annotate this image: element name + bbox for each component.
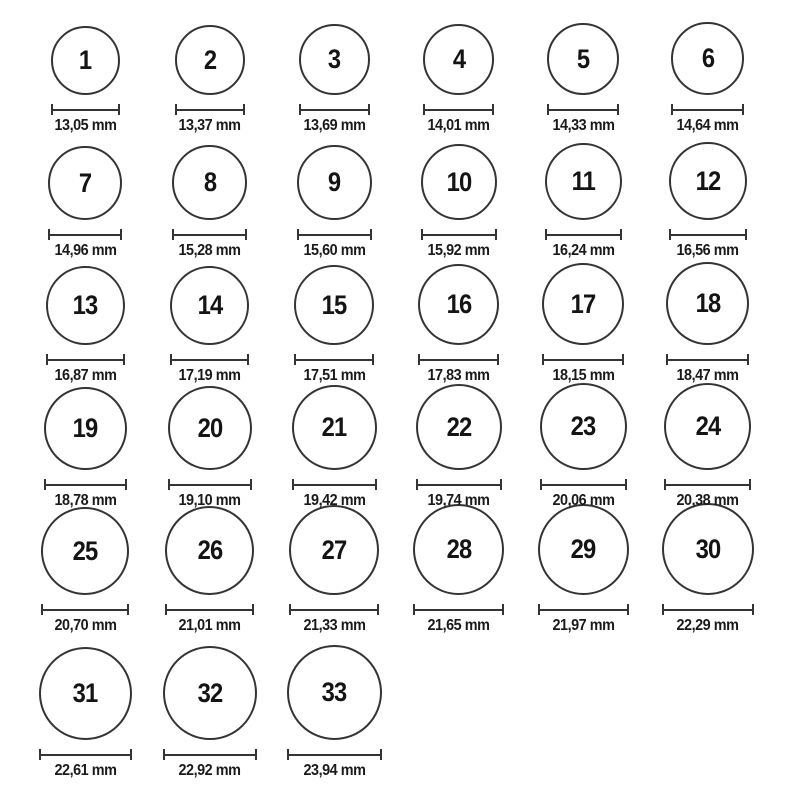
- ring-circle: [545, 143, 622, 220]
- ring-size-number: 14: [197, 290, 223, 320]
- ring-size-number: 25: [72, 535, 98, 566]
- ring-circle: [44, 387, 127, 470]
- ring-circle: [413, 504, 504, 595]
- diameter-measure-line: [44, 479, 127, 490]
- ring-size-item: [521, 23, 646, 139]
- diameter-measure-line: [165, 604, 254, 615]
- diameter-label: 14,33 mm: [552, 117, 615, 134]
- ring-size-number: 21: [321, 412, 347, 442]
- diameter-label: 13,69 mm: [303, 117, 366, 134]
- diameter-measure-line: [423, 104, 494, 115]
- ring-size-item: [148, 266, 273, 389]
- ring-size-number: 11: [571, 166, 595, 196]
- diameter-measure-line: [41, 604, 129, 615]
- ring-size-item: [646, 142, 771, 264]
- ring-size-item: [521, 263, 646, 389]
- diameter-label: 16,24 mm: [552, 242, 615, 259]
- ring-size-item: [397, 504, 522, 639]
- ring-circle: [165, 506, 254, 595]
- diameter-label: 18,15 mm: [552, 367, 615, 384]
- ring-circle: [287, 645, 382, 740]
- ring-size-item: [272, 645, 397, 784]
- ring-size-number: 19: [72, 413, 98, 443]
- ring-circle: [421, 144, 497, 220]
- ring-circle: [423, 24, 494, 95]
- ring-circle: [292, 385, 377, 470]
- ring-circle: [662, 503, 754, 595]
- ring-size-row: [23, 14, 800, 139]
- diameter-label: 21,97 mm: [552, 617, 615, 634]
- ring-circle: [172, 145, 247, 220]
- diameter-label: 16,56 mm: [676, 242, 739, 259]
- ring-size-item: [272, 24, 397, 139]
- diameter-measure-line: [175, 104, 245, 115]
- ring-size-item: [521, 383, 646, 514]
- ring-size-number: 6: [701, 43, 714, 73]
- ring-size-number: 12: [695, 165, 721, 196]
- ring-size-item: [646, 22, 771, 139]
- ring-circle: [538, 504, 629, 595]
- diameter-label: 17,51 mm: [303, 367, 366, 384]
- ring-size-item: [397, 144, 522, 264]
- ring-size-item: [521, 143, 646, 264]
- ring-size-row: [23, 639, 800, 784]
- ring-size-item: [272, 385, 397, 514]
- ring-size-item: [272, 145, 397, 264]
- ring-circle: [294, 265, 374, 345]
- diameter-measure-line: [416, 479, 502, 490]
- ring-circle: [48, 146, 122, 220]
- ring-size-item: [397, 24, 522, 139]
- ring-size-number: 10: [446, 166, 472, 197]
- ring-circle: [416, 384, 502, 470]
- ring-size-number: 8: [203, 167, 216, 197]
- ring-size-item: [272, 265, 397, 389]
- diameter-measure-line: [421, 229, 497, 240]
- diameter-measure-line: [170, 354, 249, 365]
- diameter-label: 20,38 mm: [676, 492, 739, 509]
- diameter-measure-line: [299, 104, 370, 115]
- diameter-label: 21,01 mm: [178, 617, 241, 634]
- ring-circle: [51, 26, 120, 95]
- diameter-measure-line: [662, 604, 754, 615]
- diameter-measure-line: [664, 479, 751, 490]
- ring-circle: [297, 145, 372, 220]
- ring-circle: [168, 386, 252, 470]
- diameter-measure-line: [669, 229, 747, 240]
- diameter-measure-line: [542, 354, 624, 365]
- ring-size-item: [23, 647, 148, 784]
- diameter-label: 21,65 mm: [427, 617, 490, 634]
- diameter-measure-line: [418, 354, 499, 365]
- ring-size-number: 32: [197, 677, 223, 708]
- ring-circle: [299, 24, 370, 95]
- diameter-label: 20,06 mm: [552, 492, 615, 509]
- diameter-label: 19,74 mm: [427, 492, 490, 509]
- diameter-label: 15,92 mm: [427, 242, 490, 259]
- ring-size-number: 2: [203, 44, 216, 75]
- ring-size-number: 22: [446, 411, 472, 442]
- ring-circle: [666, 262, 749, 345]
- ring-size-item: [148, 145, 273, 264]
- ring-circle: [671, 22, 744, 95]
- ring-circle: [542, 263, 624, 345]
- ring-circle: [170, 266, 249, 345]
- ring-size-number: 20: [197, 412, 223, 443]
- diameter-label: 21,33 mm: [303, 617, 366, 634]
- ring-size-number: 5: [577, 43, 590, 74]
- ring-size-number: 18: [695, 288, 721, 318]
- ring-size-number: 9: [328, 167, 341, 197]
- ring-size-item: [23, 26, 148, 139]
- diameter-label: 16,87 mm: [54, 367, 117, 384]
- ring-circle: [540, 383, 627, 470]
- ring-size-item: [23, 387, 148, 514]
- diameter-measure-line: [297, 229, 372, 240]
- ring-size-number: 7: [79, 167, 92, 198]
- ring-size-number: 15: [321, 289, 347, 320]
- diameter-measure-line: [547, 104, 619, 115]
- diameter-measure-line: [48, 229, 122, 240]
- ring-size-item: [23, 507, 148, 639]
- ring-circle: [418, 264, 499, 345]
- diameter-label: 22,29 mm: [676, 617, 739, 634]
- ring-size-number: 3: [328, 44, 341, 74]
- diameter-label: 14,96 mm: [54, 242, 117, 259]
- ring-size-number: 24: [695, 411, 721, 441]
- ring-circle: [289, 505, 379, 595]
- diameter-measure-line: [294, 354, 374, 365]
- ring-size-number: 17: [570, 288, 596, 319]
- ring-size-item: [148, 646, 273, 784]
- ring-size-number: 23: [570, 411, 596, 441]
- ring-size-item: [148, 506, 273, 639]
- diameter-measure-line: [671, 104, 744, 115]
- diameter-measure-line: [163, 749, 257, 760]
- ring-size-item: [646, 503, 771, 639]
- ring-size-item: [23, 266, 148, 389]
- ring-size-item: [646, 383, 771, 514]
- ring-size-number: 16: [446, 289, 472, 319]
- ring-size-item: [397, 384, 522, 514]
- diameter-label: 22,61 mm: [54, 762, 117, 779]
- ring-size-row: [23, 389, 800, 514]
- ring-circle: [163, 646, 257, 740]
- diameter-measure-line: [172, 229, 247, 240]
- diameter-label: 19,10 mm: [178, 492, 241, 509]
- diameter-label: 15,60 mm: [303, 242, 366, 259]
- diameter-label: 14,64 mm: [676, 117, 739, 134]
- ring-size-item: [148, 386, 273, 514]
- ring-size-item: [272, 505, 397, 639]
- ring-size-row: [23, 514, 800, 639]
- ring-circle: [175, 25, 245, 95]
- ring-size-item: [397, 264, 522, 389]
- diameter-measure-line: [540, 479, 627, 490]
- diameter-measure-line: [39, 749, 132, 760]
- diameter-label: 17,19 mm: [178, 367, 241, 384]
- ring-size-number: 29: [570, 534, 596, 564]
- ring-size-item: [23, 146, 148, 264]
- ring-size-number: 33: [321, 677, 347, 707]
- diameter-label: 13,37 mm: [178, 117, 241, 134]
- ring-size-item: [521, 504, 646, 639]
- diameter-measure-line: [292, 479, 377, 490]
- diameter-measure-line: [287, 749, 382, 760]
- ring-size-row: [23, 139, 800, 264]
- ring-size-row: [23, 264, 800, 389]
- ring-circle: [669, 142, 747, 220]
- ring-circle: [46, 266, 125, 345]
- diameter-label: 18,47 mm: [676, 367, 739, 384]
- diameter-measure-line: [538, 604, 629, 615]
- diameter-measure-line: [168, 479, 252, 490]
- diameter-measure-line: [666, 354, 749, 365]
- diameter-label: 23,94 mm: [303, 762, 366, 779]
- diameter-label: 22,92 mm: [178, 762, 241, 779]
- ring-size-number: 26: [197, 535, 223, 565]
- diameter-measure-line: [46, 354, 125, 365]
- diameter-label: 13,05 mm: [54, 117, 117, 134]
- ring-size-item: [646, 262, 771, 389]
- diameter-measure-line: [51, 104, 120, 115]
- ring-size-number: 13: [72, 290, 98, 320]
- diameter-measure-line: [545, 229, 622, 240]
- ring-size-number: 1: [79, 45, 92, 75]
- diameter-measure-line: [289, 604, 379, 615]
- ring-size-number: 4: [452, 44, 465, 74]
- diameter-label: 20,70 mm: [54, 617, 117, 634]
- ring-size-number: 27: [321, 534, 347, 565]
- ring-size-number: 28: [446, 534, 472, 564]
- ring-size-number: 31: [72, 678, 98, 708]
- diameter-label: 15,28 mm: [178, 242, 241, 259]
- diameter-label: 17,83 mm: [427, 367, 490, 384]
- diameter-label: 19,42 mm: [303, 492, 366, 509]
- ring-size-number: 30: [695, 533, 721, 564]
- ring-circle: [41, 507, 129, 595]
- diameter-measure-line: [413, 604, 504, 615]
- ring-circle: [664, 383, 751, 470]
- ring-circle: [39, 647, 132, 740]
- ring-circle: [547, 23, 619, 95]
- diameter-label: 18,78 mm: [54, 492, 117, 509]
- ring-size-item: [148, 25, 273, 139]
- diameter-label: 14,01 mm: [427, 117, 490, 134]
